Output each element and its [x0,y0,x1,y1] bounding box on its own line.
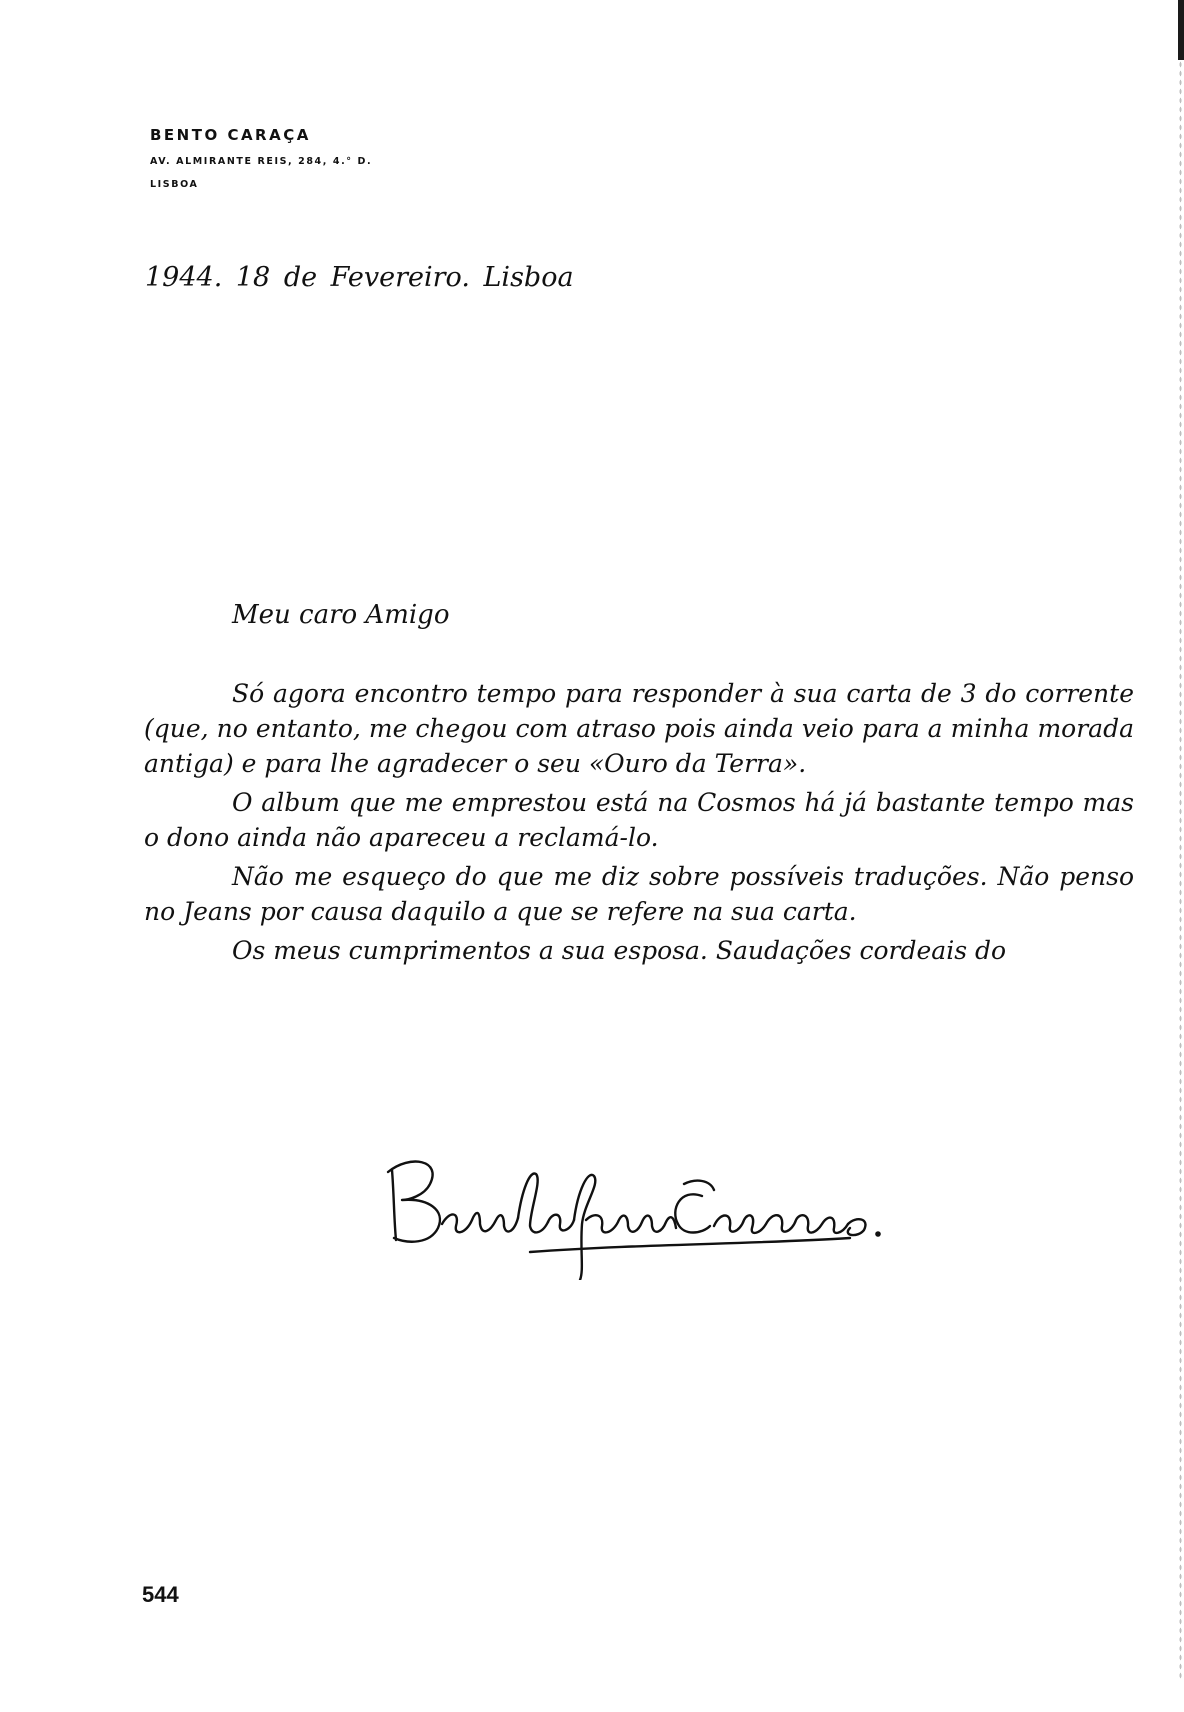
letterhead-city: LISBOA [150,179,199,190]
letter-body [144,676,1134,972]
salutation: Meu caro Amigo [232,600,450,630]
signature-graphic [380,1140,900,1280]
letterhead-name: BENTO CARAÇA [150,126,311,144]
paragraph: Não me esqueço do que me diz sobre possíveis traduções. Não penso no Jeans por causa daquilo a que se refere na sua carta. [144,862,1134,926]
paragraph: Só agora encontro tempo para responder à sua carta de 3 do corrente (que, no entanto, me chegou com atraso pois ainda veio para a minha morada antiga) e para lhe agradecer o seu «Ouro da Terra». [144,679,1134,778]
paragraph: Os meus cumprimentos a sua esposa. Saudações cordeais do [232,936,1007,965]
dateline: 1944. 18 de Fevereiro. Lisboa [145,262,574,293]
page-number: 544 [142,1582,179,1607]
handwritten-signature [380,1140,900,1280]
letterhead-address: AV. ALMIRANTE REIS, 284, 4.° D. [150,156,373,167]
page-edge-speckle [1179,60,1182,1680]
page-edge-mark [1178,0,1184,60]
letterhead [150,126,372,190]
paragraph: O album que me emprestou está na Cosmos há já bastante tempo mas o dono ainda não apareceu a reclamá-lo. [144,788,1134,852]
